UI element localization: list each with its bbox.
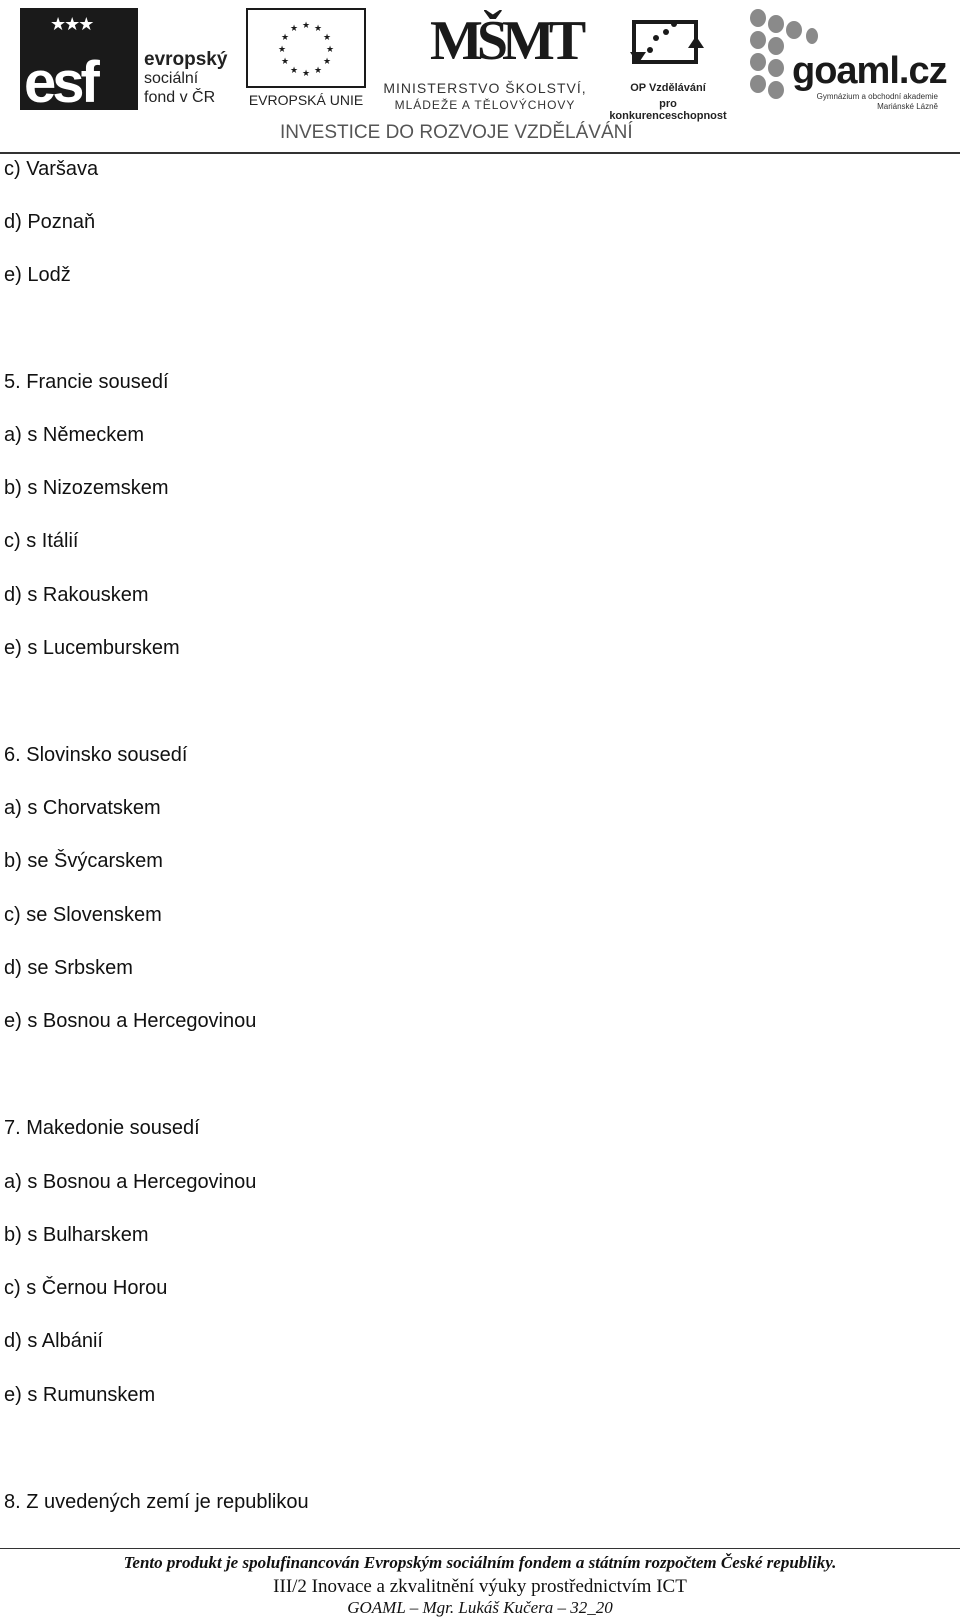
list-item: e) Lodž (4, 264, 71, 286)
list-item: e) s Bosnou a Hercegovinou (4, 1010, 257, 1032)
esf-caption-line2: sociální (144, 70, 199, 87)
svg-text:★: ★ (289, 24, 299, 34)
opvk-mark-icon (626, 12, 706, 76)
svg-text:★: ★ (278, 45, 287, 55)
svg-text:★: ★ (280, 57, 290, 67)
list-item: d) se Srbskem (4, 957, 133, 979)
list-item: b) se Švýcarskem (4, 850, 163, 872)
goaml-caption-line1: Gymnázium a obchodní akademie (816, 92, 938, 101)
svg-text:★: ★ (313, 24, 323, 34)
footer-author-line: GOAML – Mgr. Lukáš Kučera – 32_20 (347, 1598, 613, 1617)
svg-text:★: ★ (289, 66, 299, 76)
svg-text:★: ★ (313, 66, 323, 76)
msmt-caption-line2: MLÁDEŽE A TĚLOVÝCHOVY (394, 98, 576, 112)
opvk-caption-line1: OP Vzdělávání (630, 82, 706, 94)
list-item: e) s Lucemburskem (4, 637, 180, 659)
list-item: b) s Nizozemskem (4, 477, 169, 499)
svg-text:★: ★ (301, 21, 311, 31)
msmt-logo (380, 6, 590, 110)
msmt-caption-line1: MINISTERSTVO ŠKOLSTVÍ, (383, 80, 587, 96)
list-item: e) s Rumunskem (4, 1384, 156, 1406)
esf-stars-icon: ★★★ (50, 14, 93, 34)
list-item: a) s Německem (4, 424, 145, 446)
esf-mark-text: esf (24, 50, 96, 115)
goaml-caption-line2: Mariánské Lázně (877, 102, 938, 111)
list-item: a) s Bosnou a Hercegovinou (4, 1171, 257, 1193)
list-item: c) s Černou Horou (4, 1277, 168, 1299)
svg-text:★: ★ (280, 33, 290, 43)
esf-caption-line3: fond v ČR (144, 89, 216, 106)
eu-label: EVROPSKÁ UNIE (248, 92, 364, 108)
question-title: 8. Z uvedených zemí je republikou (4, 1491, 309, 1513)
list-item: d) Poznaň (4, 211, 96, 233)
list-item: d) s Rakouskem (4, 584, 149, 606)
opvk-caption-line2: pro konkurenceschopnost (609, 98, 727, 122)
page-header (0, 0, 960, 158)
eu-flag-icon (246, 8, 366, 88)
eu-stars-ring-icon (278, 20, 334, 76)
svg-text:★: ★ (322, 57, 332, 67)
msmt-mark: MŠMT (430, 10, 581, 72)
question-title: 7. Makedonie sousedí (4, 1117, 200, 1139)
goaml-logo (748, 6, 947, 111)
list-item: a) s Chorvatskem (4, 797, 161, 819)
header-banner: INVESTICE DO ROZVOJE VZDĚLÁVÁNÍ (280, 122, 633, 143)
esf-logo (20, 8, 232, 115)
esf-mark (20, 8, 138, 115)
question-title: 6. Slovinsko sousedí (4, 744, 188, 766)
eu-logo (242, 8, 370, 110)
list-item: c) s Itálií (4, 530, 79, 552)
list-item: b) s Bulharskem (4, 1224, 149, 1246)
list-item: c) Varšava (4, 158, 99, 180)
footer-divider (0, 1548, 960, 1549)
footer-cofinancing-note: Tento produkt je spolufinancován Evropským sociálním fondem a státním rozpočtem České republiky. (123, 1553, 837, 1572)
svg-text:★: ★ (322, 33, 332, 43)
esf-caption (144, 50, 244, 107)
header-divider (0, 152, 960, 154)
list-item: d) s Albánií (4, 1330, 103, 1352)
goaml-name: goaml.cz (792, 50, 947, 92)
question-title: 5. Francie sousedí (4, 371, 169, 393)
svg-text:★: ★ (325, 45, 334, 55)
esf-caption-line1: evropský (144, 49, 228, 70)
svg-text:★: ★ (301, 69, 311, 76)
footer-project-line: III/2 Inovace a zkvalitnění výuky prostřednictvím ICT (273, 1576, 687, 1597)
opvk-logo (600, 6, 736, 122)
list-item: c) se Slovenskem (4, 904, 162, 926)
